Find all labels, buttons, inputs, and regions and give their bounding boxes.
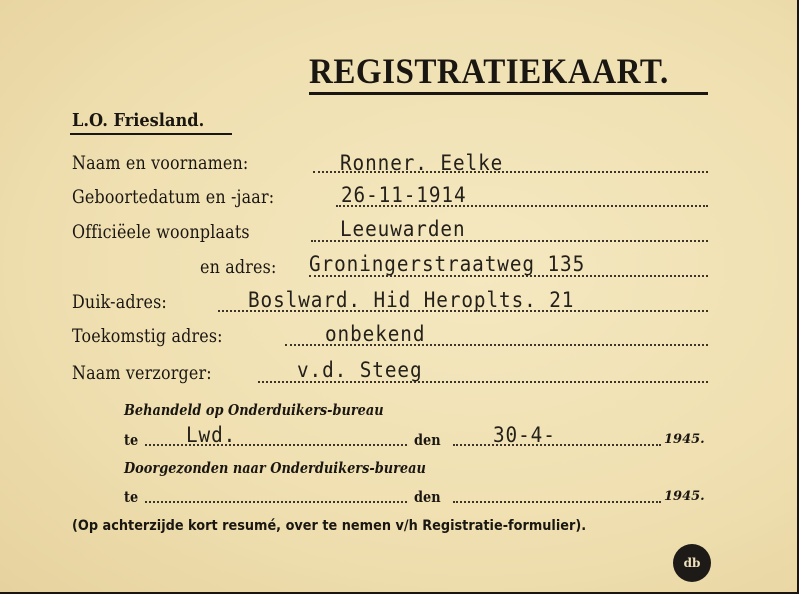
organization-underline bbox=[70, 133, 232, 135]
forwarded-heading: Doorgezonden naar Onderduikers-bureau bbox=[124, 459, 426, 477]
processed-year: 1945. bbox=[664, 432, 705, 447]
forwarded-den-label: den bbox=[414, 488, 441, 506]
caretaker-label: Naam verzorger: bbox=[72, 363, 212, 384]
forwarded-date-dotted-line bbox=[453, 501, 661, 503]
caretaker-value: v.d. Steeg bbox=[297, 358, 423, 382]
processed-place-value: Lwd. bbox=[186, 423, 237, 447]
name-label: Naam en voornamen: bbox=[72, 153, 249, 174]
hiding-address-label: Duik-adres: bbox=[72, 292, 167, 313]
forwarded-place-dotted-line bbox=[145, 501, 407, 503]
processed-heading: Behandeld op Onderduikers-bureau bbox=[124, 401, 384, 419]
processed-place-dotted-line bbox=[145, 444, 407, 446]
card-title: REGISTRATIEKAART. bbox=[309, 51, 669, 91]
address-label: en adres: bbox=[200, 257, 277, 278]
future-address-value: onbekend bbox=[325, 322, 426, 346]
name-value: Ronner. Eelke bbox=[340, 151, 504, 175]
forwarded-te-label: te bbox=[124, 488, 139, 506]
birthdate-value: 26-11-1914 bbox=[341, 183, 467, 207]
title-underline bbox=[309, 92, 708, 95]
processed-den-label: den bbox=[414, 431, 441, 449]
residence-value: Leeuwarden bbox=[340, 217, 466, 241]
forwarded-year: 1945. bbox=[664, 489, 705, 504]
hiding-address-value: Boslward. Hid Heroplts. 21 bbox=[248, 288, 575, 312]
processed-te-label: te bbox=[124, 431, 139, 449]
footer-note: (Op achterzijde kort resumé, over te nemen v/h Registratie-formulier). bbox=[72, 518, 587, 534]
organization-label: L.O. Friesland. bbox=[72, 110, 205, 131]
residence-label: Officiëele woonplaats bbox=[72, 222, 250, 243]
future-address-label: Toekomstig adres: bbox=[72, 326, 223, 347]
processed-date-dotted-line bbox=[453, 444, 661, 446]
address-value: Groningerstraatweg 135 bbox=[309, 252, 586, 276]
archive-stamp: db bbox=[673, 544, 711, 582]
processed-date-value: 30-4- bbox=[493, 423, 556, 447]
birthdate-label: Geboortedatum en -jaar: bbox=[72, 187, 275, 208]
